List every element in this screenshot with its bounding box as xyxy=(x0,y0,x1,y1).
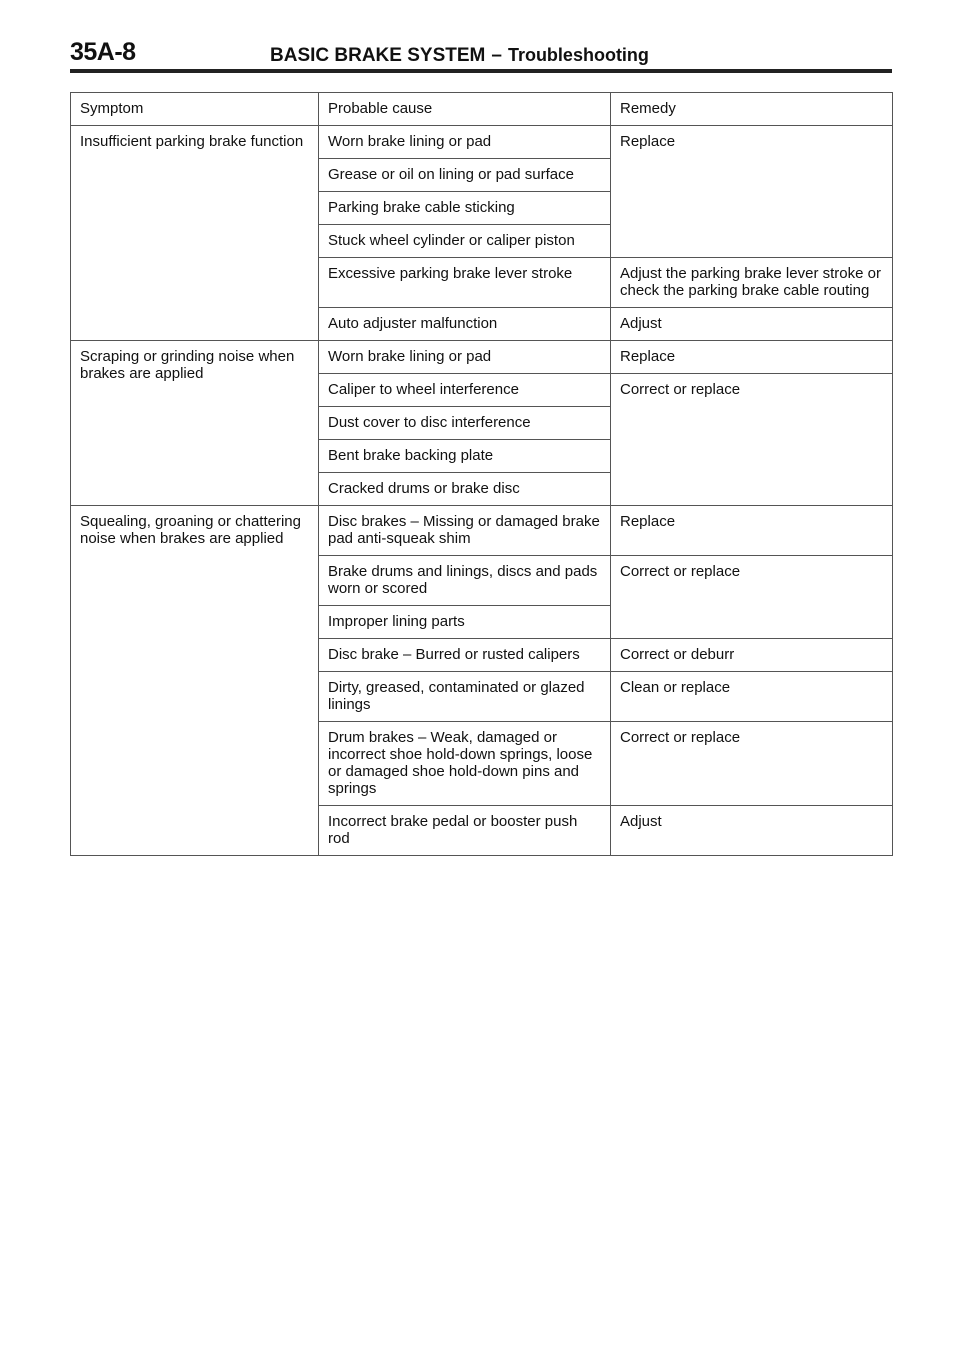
remedy-cell: Correct or replace xyxy=(611,556,893,639)
subsection-name: Troubleshooting xyxy=(507,45,649,65)
cause-cell: Cracked drums or brake disc xyxy=(319,473,611,506)
cause-cell: Incorrect brake pedal or booster push rod xyxy=(319,806,611,856)
section-title xyxy=(270,45,649,67)
cause-cell: Bent brake backing plate xyxy=(319,440,611,473)
column-header-symptom: Symptom xyxy=(71,93,319,126)
column-header-probable-cause: Probable cause xyxy=(319,93,611,126)
table-header-row xyxy=(71,93,893,126)
remedy-cell: Clean or replace xyxy=(611,672,893,722)
remedy-cell: Replace xyxy=(611,341,893,374)
page-header xyxy=(70,38,892,68)
section-name: BASIC BRAKE SYSTEM xyxy=(270,45,486,66)
symptom-cell: Scraping or grinding noise when brakes are applied xyxy=(71,341,319,506)
remedy-cell: Replace xyxy=(611,506,893,556)
table-row xyxy=(71,126,893,159)
cause-cell: Drum brakes – Weak, damaged or incorrect shoe hold-down springs, loose or damaged shoe hold-down pins and springs xyxy=(319,722,611,806)
cause-cell: Disc brake – Burred or rusted calipers xyxy=(319,639,611,672)
cause-cell: Dust cover to disc interference xyxy=(319,407,611,440)
cause-cell: Worn brake lining or pad xyxy=(319,126,611,159)
column-header-remedy: Remedy xyxy=(611,93,893,126)
remedy-cell: Adjust xyxy=(611,308,893,341)
cause-cell: Disc brakes – Missing or damaged brake pad anti-squeak shim xyxy=(319,506,611,556)
cause-cell: Dirty, greased, contaminated or glazed linings xyxy=(319,672,611,722)
cause-cell: Improper lining parts xyxy=(319,606,611,639)
cause-cell: Excessive parking brake lever stroke xyxy=(319,258,611,308)
remedy-cell: Correct or deburr xyxy=(611,639,893,672)
table-row xyxy=(71,506,893,556)
cause-cell: Worn brake lining or pad xyxy=(319,341,611,374)
symptom-cell: Squealing, groaning or chattering noise when brakes are applied xyxy=(71,506,319,856)
cause-cell: Grease or oil on lining or pad surface xyxy=(319,159,611,192)
cause-cell: Auto adjuster malfunction xyxy=(319,308,611,341)
remedy-cell: Adjust xyxy=(611,806,893,856)
page-number: 35A-8 xyxy=(70,38,136,66)
remedy-cell: Correct or replace xyxy=(611,374,893,506)
cause-cell: Brake drums and linings, discs and pads worn or scored xyxy=(319,556,611,606)
cause-cell: Stuck wheel cylinder or caliper piston xyxy=(319,225,611,258)
cause-cell: Parking brake cable sticking xyxy=(319,192,611,225)
header-rule xyxy=(70,69,892,73)
troubleshooting-table xyxy=(70,92,893,856)
remedy-cell: Adjust the parking brake lever stroke or check the parking brake cable routing xyxy=(611,258,893,308)
remedy-cell: Correct or replace xyxy=(611,722,893,806)
remedy-cell: Replace xyxy=(611,126,893,258)
symptom-cell: Insufficient parking brake function xyxy=(71,126,319,341)
cause-cell: Caliper to wheel interference xyxy=(319,374,611,407)
title-separator: – xyxy=(491,45,502,66)
table-row xyxy=(71,341,893,374)
